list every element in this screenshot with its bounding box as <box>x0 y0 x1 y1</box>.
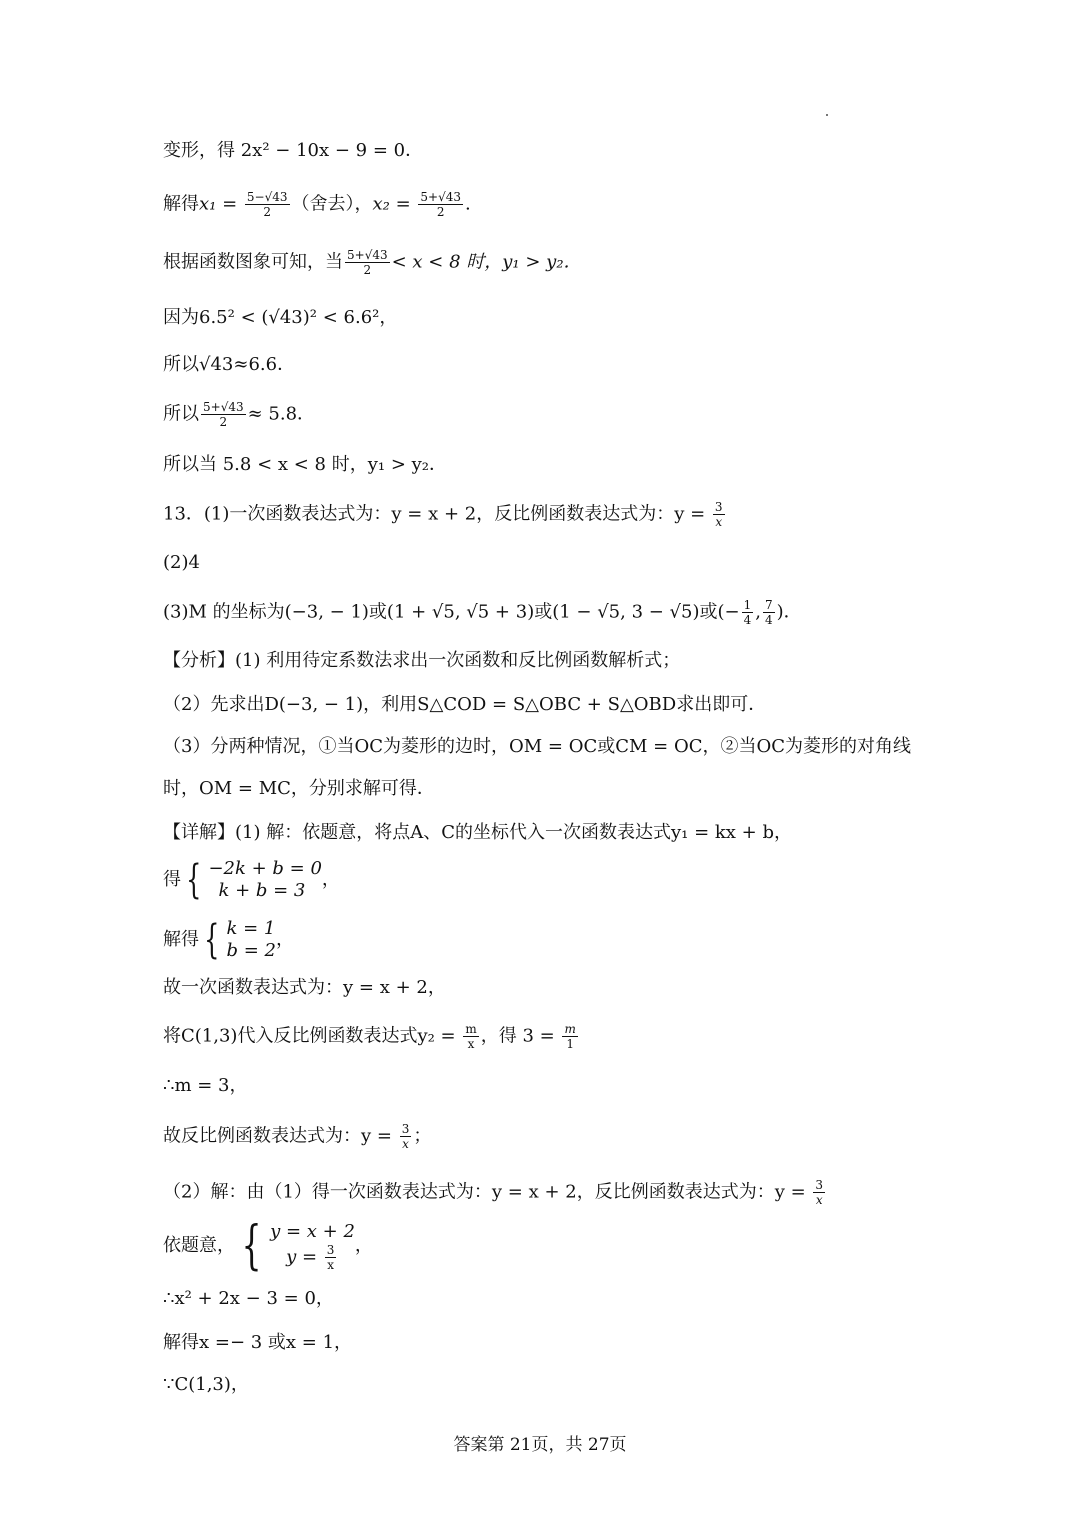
denominator: 2 <box>263 205 272 219</box>
text: 【分析】(1) 利用待定系数法求出一次函数和反比例函数解析式； <box>163 650 681 671</box>
equation: k = 1 <box>226 918 276 939</box>
denominator: x <box>467 1037 475 1051</box>
text: 依题意， <box>163 1235 235 1256</box>
text: ≈ 5.8． <box>247 403 316 425</box>
text: ； <box>413 1125 432 1147</box>
fraction <box>418 190 463 219</box>
line-therefore-sqrt <box>163 352 295 378</box>
line-m-value <box>163 1073 248 1099</box>
line-analysis-3b <box>163 776 435 802</box>
text: ，得 3 = <box>480 1025 561 1047</box>
equation: b = 2 <box>226 940 276 961</box>
line-therefore-approx <box>163 400 315 429</box>
text: ∴m = 3， <box>163 1075 248 1096</box>
denominator: x <box>402 1137 409 1151</box>
line-quadratic <box>163 1286 334 1312</box>
numerator: 5−√43 <box>246 190 288 204</box>
numerator: 3 <box>401 1122 410 1136</box>
page-footer: 答案第 21页，共 27页 <box>453 1435 627 1455</box>
text: ∵C(1,3)， <box>163 1374 249 1395</box>
denominator: x <box>327 1257 334 1272</box>
fraction <box>201 400 246 429</box>
text: 13．(1)一次函数表达式为：y = x + 2，反比例函数表达式为：y = <box>163 503 711 525</box>
text: 根据函数图象可知，当 <box>163 251 343 273</box>
numerator: 1 <box>743 598 752 612</box>
equation-system <box>199 918 276 962</box>
text: 因为6.5² < (√43)² < 6.6²， <box>163 307 398 328</box>
text: （舍去）， <box>291 193 373 215</box>
equation-system <box>181 858 322 902</box>
text: 所以当 5.8 < x < 8 时，y₁ > y₂． <box>163 454 448 475</box>
fraction <box>562 1022 577 1051</box>
fraction <box>463 1022 478 1051</box>
line-analysis-1 <box>163 648 680 674</box>
text: x₂ = <box>372 193 417 215</box>
fraction <box>400 1122 412 1151</box>
text: ∴x² + 2x − 3 = 0， <box>163 1288 334 1309</box>
text: 时，OM = MC，分别求解可得． <box>163 778 435 799</box>
line-q13-part1 <box>163 500 727 529</box>
fraction <box>345 248 390 277</box>
line-system-3 <box>163 1216 373 1276</box>
line-detail-1 <box>163 820 792 846</box>
denominator: 2 <box>219 415 228 429</box>
brace-icon: { <box>204 917 220 963</box>
equation: y = x + 2 <box>270 1220 355 1242</box>
numerator: m <box>564 1022 576 1036</box>
fraction <box>742 598 754 627</box>
text: 所以√43≈6.6． <box>163 354 296 375</box>
text: (3)M 的坐标为(−3, − 1)或(1 + √5, √5 + 3)或(1 − √5, 3 − √5)或(− <box>163 601 740 623</box>
line-q13-part2 <box>163 550 200 576</box>
line-q13-part3 <box>163 598 802 627</box>
text: . <box>465 193 471 215</box>
text: , <box>755 601 761 623</box>
denominator: x <box>815 1193 823 1207</box>
brace-icon: { <box>241 1216 262 1276</box>
numerator: 7 <box>764 598 773 612</box>
text: ， <box>275 929 294 950</box>
line-because-c <box>163 1372 249 1398</box>
line-substitute <box>163 1022 580 1051</box>
line-solutions <box>163 1330 352 1356</box>
text: 将C(1,3)代入反比例函数表达式y₂ = <box>163 1025 462 1047</box>
line-inverse-result <box>163 1122 431 1151</box>
equation-system <box>235 1216 355 1276</box>
numerator: 3 <box>326 1242 335 1257</box>
denominator: 4 <box>764 613 773 627</box>
text: 【详解】(1) 解：依题意，将点A、C的坐标代入一次函数表达式y₁ = kx + b， <box>163 822 793 843</box>
numerator: 5+√43 <box>203 400 244 414</box>
denominator: 4 <box>743 613 752 627</box>
text: (2)4 <box>163 552 200 573</box>
line-analysis-2 <box>163 692 766 718</box>
text: y = <box>286 1246 323 1267</box>
scan-dot <box>826 114 828 116</box>
fraction <box>245 190 290 219</box>
text: ， <box>354 1235 373 1256</box>
denominator: 2 <box>436 205 445 219</box>
denominator: 1 <box>566 1037 574 1051</box>
text: 故反比例函数表达式为：y = <box>163 1125 398 1147</box>
fraction <box>325 1243 337 1272</box>
line-because <box>163 305 397 331</box>
numerator: 5+√43 <box>420 190 462 204</box>
numerator: m <box>465 1022 477 1036</box>
line-analysis-3 <box>163 734 911 760</box>
text: 所以 <box>163 403 199 425</box>
numerator: 3 <box>815 1178 824 1192</box>
line-linear-result <box>163 975 446 1001</box>
line-solve-roots <box>163 190 471 219</box>
text: 得 <box>163 869 181 890</box>
text: 解得 <box>163 929 199 950</box>
equation: −2k + b = 0 <box>208 858 322 879</box>
line-part2-start <box>163 1178 827 1207</box>
equation: k + b = 3 <box>218 880 306 901</box>
fraction <box>813 1178 825 1207</box>
line-conclusion <box>163 452 447 478</box>
text: 解得 <box>163 193 199 215</box>
numerator: 5+√43 <box>347 248 388 262</box>
brace-icon: { <box>186 857 202 903</box>
denominator: 2 <box>363 263 372 277</box>
denominator: x <box>715 515 723 529</box>
text: （2）解：由（1）得一次函数表达式为：y = x + 2，反比例函数表达式为：y = <box>163 1181 812 1203</box>
text: 解得x =− 3 或x = 1， <box>163 1332 353 1353</box>
line-system-1 <box>163 858 340 902</box>
line-graph-condition <box>163 248 582 277</box>
numerator: 3 <box>714 500 723 514</box>
line-transform <box>163 138 423 164</box>
text: 故一次函数表达式为：y = x + 2， <box>163 977 446 998</box>
text: （2）先求出D(−3, − 1)，利用S△COD = S△OBC + S△OBD求出即可． <box>163 694 767 715</box>
text: x₁ = <box>199 193 243 215</box>
text: ， <box>321 869 340 890</box>
fraction <box>713 500 725 529</box>
text: （3）分两种情况，①当OC为菱形的边时，OM = OC或CM = OC，②当OC为菱形的对角线 <box>163 736 912 757</box>
text: 变形，得 2x² − 10x − 9 = 0． <box>163 140 424 161</box>
text: < x < 8 时，y₁ > y₂． <box>391 251 582 273</box>
fraction <box>763 598 775 627</box>
line-system-2 <box>163 918 294 962</box>
text: )． <box>776 601 802 623</box>
